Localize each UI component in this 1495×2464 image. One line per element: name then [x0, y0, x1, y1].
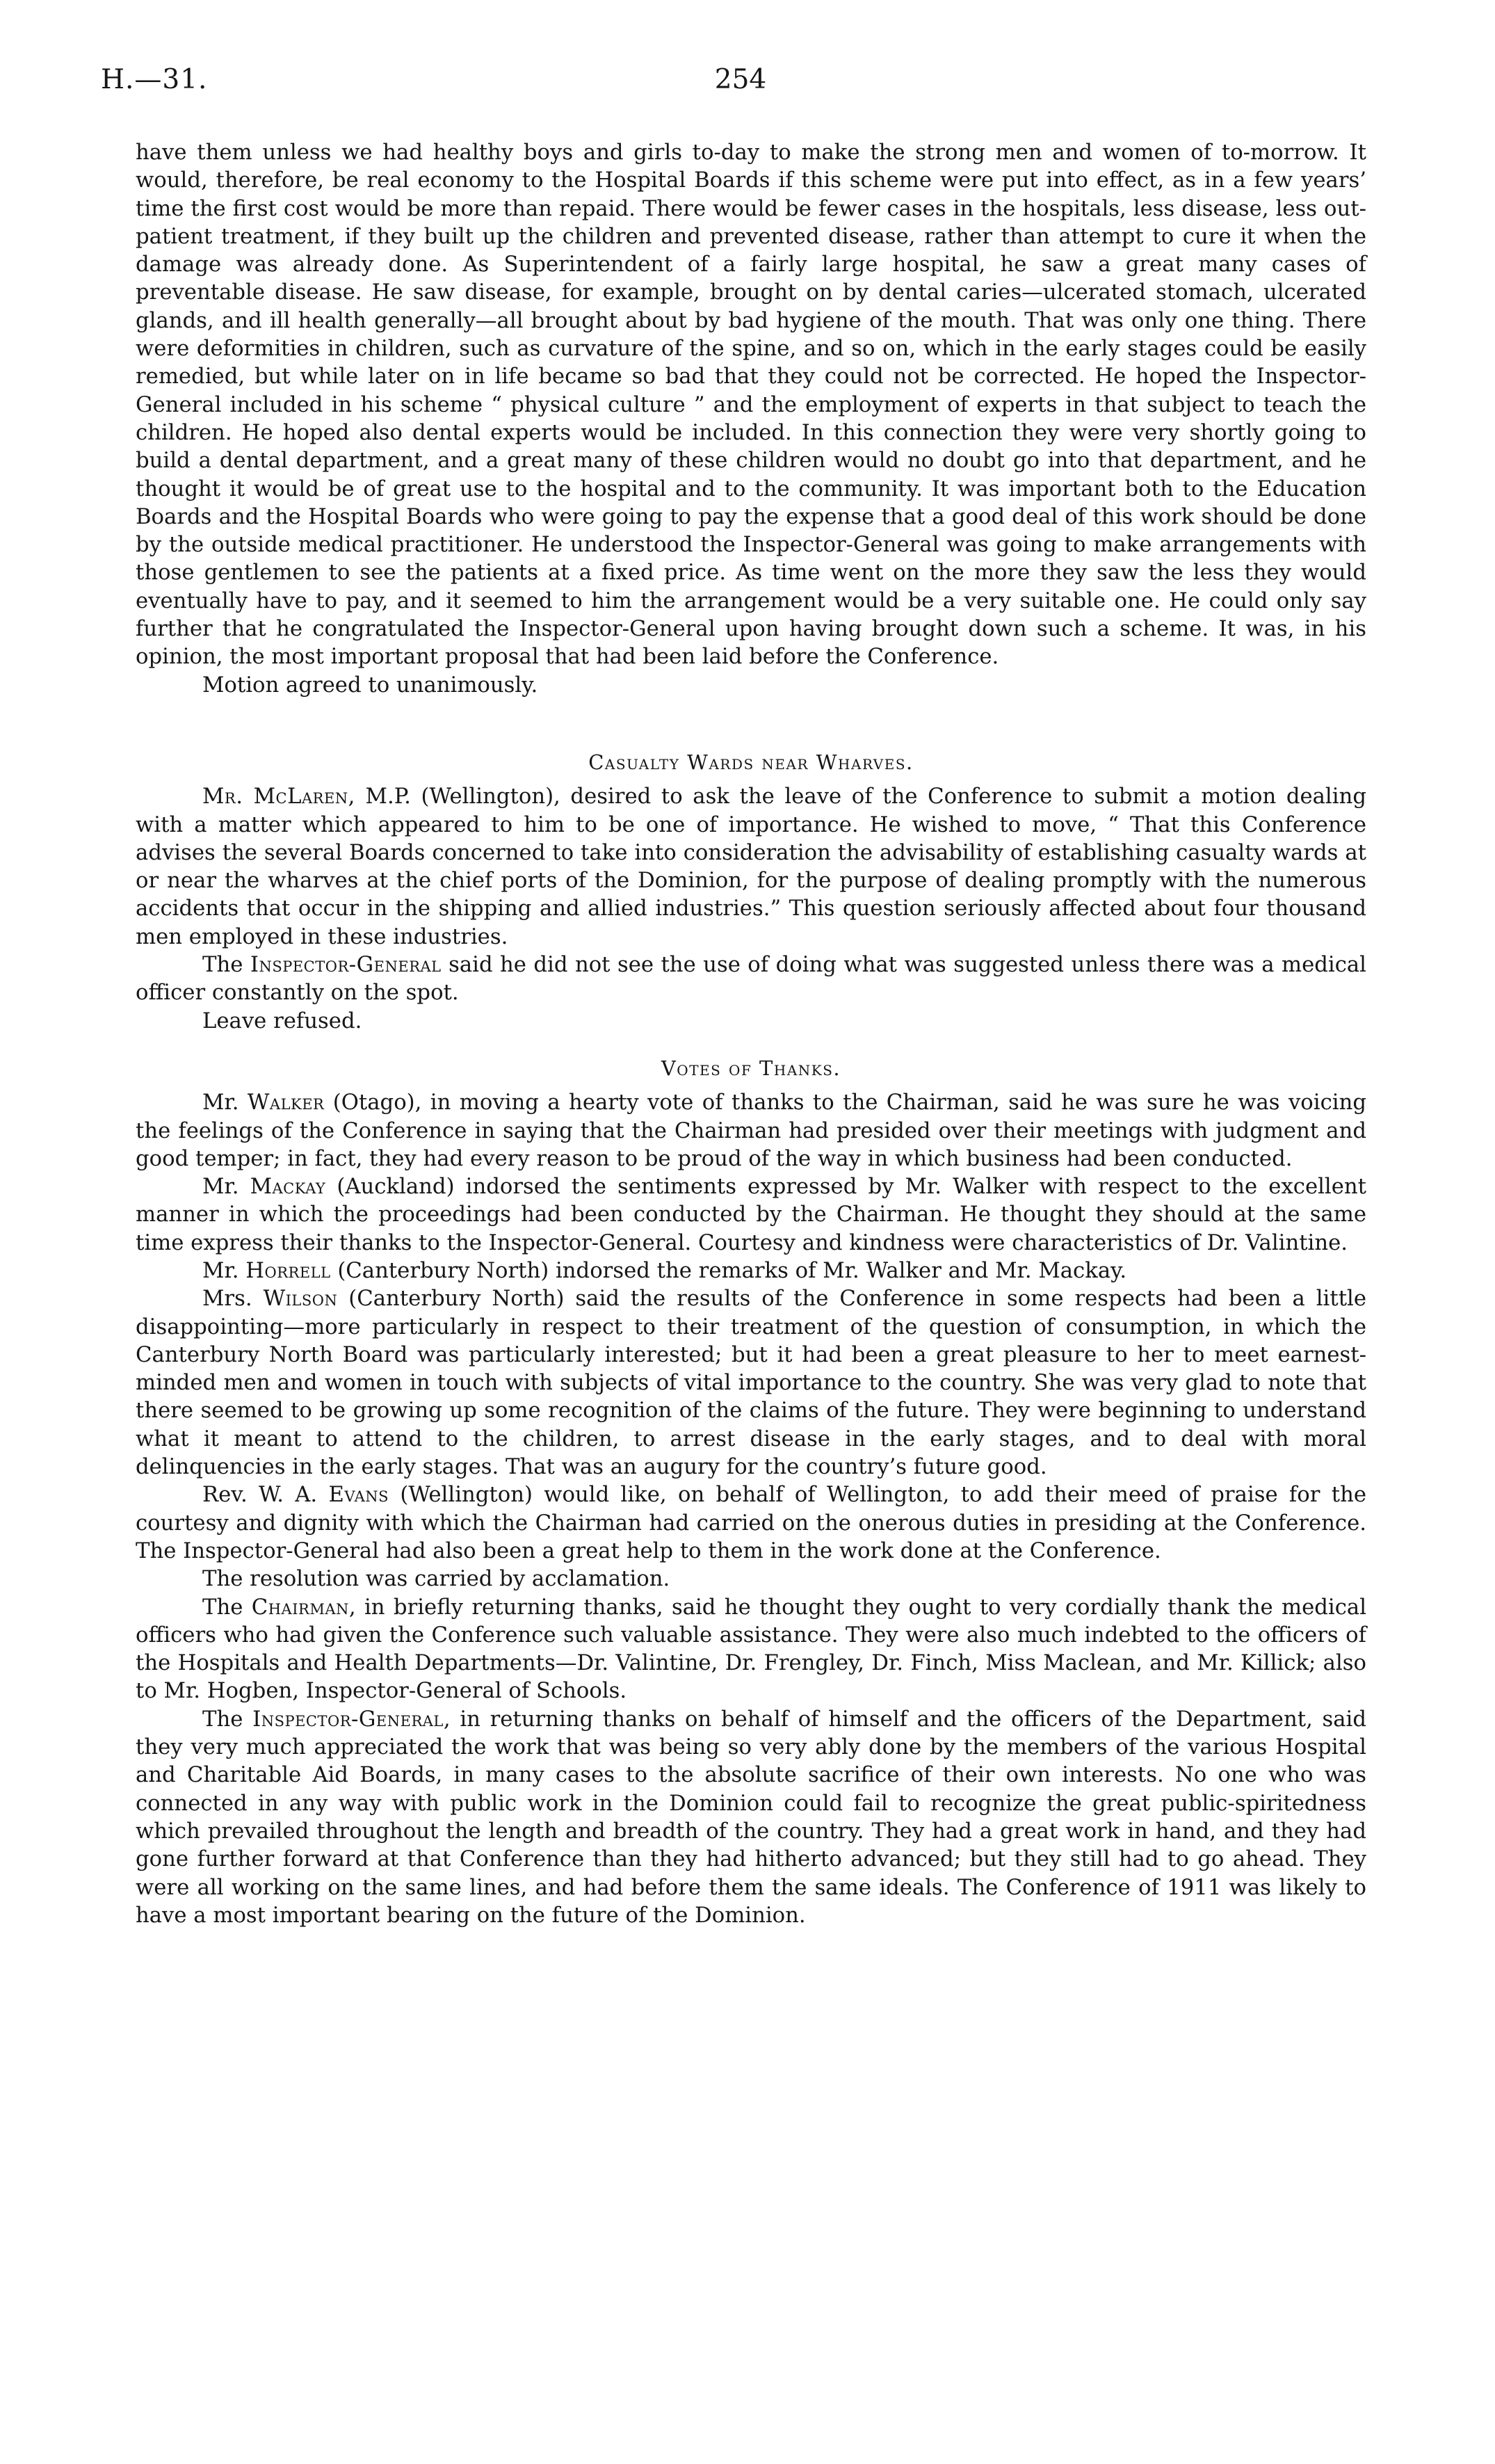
speaker-name: Chairman: [251, 1595, 349, 1620]
speaker-name: Walker: [247, 1090, 325, 1116]
document-reference: H.—31.: [101, 64, 208, 95]
page-body: [136, 139, 1366, 1930]
paragraph-mackay: Mr. Mackay (Auckland) indorsed the sentiments expressed by Mr. Walker with respect to the excellent manner in which the proceedings had been conducted by the Chairman. He thought they should at the same time express their thanks to the Inspector-General. Courtesy and kindness were characteristics of Dr. Valintine.: [136, 1175, 1366, 1255]
opening-paragraph: have them unless we had healthy boys and girls to-day to make the strong men and women of to-morrow. It would, therefore, be real economy to the Hospital Boards if this scheme were put into effect, as in a few years’ time the first cost would be more than repaid. There would be fewer cases in the hospitals, less disease, less out-patient treatment, if they built up the children and prevented disease, rather than attempt to cure it when the damage was already done. As Superintendent of a fairly large hospital, he saw a great many cases of preventable disease. He saw disease, for example, brought on by dental caries—ulcerated stomach, ulcerated glands, and ill health generally—all brought about by bad hygiene of the mouth. That was only one thing. There were deformities in children, such as curvature of the spine, and so on, which in the early stages could be easily remedied, but while later on in life became so bad that they could not be corrected. He hoped the Inspector-General included in his scheme “ physical culture ” and the employment of experts in that subject to teach the children. He hoped also dental experts would be included. In this connection they were very shortly going to build a dental department, and a great many of these children would no doubt go into that department, and he thought it would be of great use to the hospital and to the community. It was important both to the Education Boards and the Hospital Boards who were going to pay the expense that a good deal of this work should be done by the outside medical practitioner. He understood the Inspector-General was going to make arrangements with those gentlemen to see the patients at a fixed price. As time went on the more they saw the less they would eventually have to pay, and it seemed to him the arrangement would be a very suitable one. He could only say further that he congratulated the Inspector-General upon having brought down such a scheme. It was, in his opinion, the most important proposal that had been laid before the Conference.: [136, 140, 1366, 670]
page-number: 254: [714, 64, 767, 95]
speaker-name: Inspector-General: [252, 1707, 444, 1732]
leave-refused: Leave refused.: [202, 1008, 362, 1033]
speaker-name: Wilson: [263, 1287, 338, 1312]
paragraph-chairman: The Chairman, in briefly returning thanks, said he thought they ought to very cordially thank the medical officers who had given the Conference such valuable assistance. They were also much indebted to the officers of the Hospitals and Health Departments—Dr. Valintine, Dr. Frengley, Dr. Finch, Miss Maclean, and Mr. Killick; also to Mr. Hogben, Inspector-General of Schools.: [136, 1595, 1367, 1704]
paragraph-wilson: Mrs. Wilson (Canterbury North) said the results of the Conference in some respects had been a little disappointing—more particularly in respect to their treatment of the question of consumption, in which the Canterbury North Board was particularly interested; but it had been a great pleasure to her to meet earnest-minded men and women in touch with subjects of vital importance to the country. She was very glad to note that there seemed to be growing up some recognition of the claims of the future. They were beginning to understand what it meant to attend to the children, to arrest disease in the early stages, and to deal with moral delinquencies in the early stages. That was an augury for the country’s future good.: [136, 1287, 1367, 1480]
speaker-name: Inspector-General: [250, 953, 442, 978]
section-heading-casualty-wards: Casualty Wards near Wharves.: [588, 750, 914, 774]
speaker-name: Evans: [328, 1483, 389, 1508]
speaker-name: Horrell: [245, 1258, 331, 1283]
speaker-name: Mackay: [250, 1175, 326, 1200]
speaker-name: Mr. McLaren,: [202, 784, 355, 810]
paragraph-inspector-general: The Inspector-General, in returning thanks on behalf of himself and the officers of the Department, said they very much appreciated the work that was being so very ably done by the members of the various Hospital and Charitable Aid Boards, in many cases to the absolute sacrifice of their own interests. No one who was connected in any way with public work in the Dominion could fail to recognize the great public-spiritedness which prevailed throughout the length and breadth of the country. They had a great work in hand, and they had gone further forward at that Conference than they had hitherto advanced; but they still had to go ahead. They were all working on the same lines, and had before them the same ideals. The Conference of 1911 was likely to have a most important bearing on the future of the Dominion.: [136, 1707, 1367, 1928]
resolution-carried: The resolution was carried by acclamation.: [202, 1567, 670, 1592]
page-header: [101, 64, 1380, 106]
paragraph-evans: Rev. W. A. Evans (Wellington) would like, on behalf of Wellington, to add their meed of praise for the courtesy and dignity with which the Chairman had carried on the onerous duties in presiding at the Conference. The Inspector-General had also been a great help to them in the work done at the Conference.: [136, 1483, 1367, 1563]
section-heading-votes-of-thanks: Votes of Thanks.: [661, 1056, 841, 1080]
paragraph-inspector-reply: The Inspector-General said he did not see the use of doing what was suggested unless there was a medical officer constantly on the spot.: [136, 953, 1366, 1006]
paragraph-walker: Mr. Walker (Otago), in moving a hearty vote of thanks to the Chairman, said he was sure he was voicing the feelings of the Conference in saying that the Chairman had presided over their meetings with judgment and good temper; in fact, they had every reason to be proud of the way in which business had been conducted.: [136, 1090, 1366, 1171]
paragraph-horrell: Mr. Horrell (Canterbury North) indorsed the remarks of Mr. Walker and Mr. Mackay.: [202, 1258, 1127, 1283]
paragraph-mclaren: Mr. McLaren, M.P. (Wellington), desired to ask the leave of the Conference to submit a motion dealing with a matter which appeared to him to be one of importance. He wished to move, “ That this Conference advises the several Boards concerned to take into consideration the advisability of establishing casualty wards at or near the wharves at the chief ports of the Dominion, for the purpose of dealing promptly with the numerous accidents that occur in the shipping and allied industries.” This question seriously affected about four thousand men employed in these industries.: [136, 784, 1366, 949]
motion-result: Motion agreed to unanimously.: [202, 673, 538, 698]
